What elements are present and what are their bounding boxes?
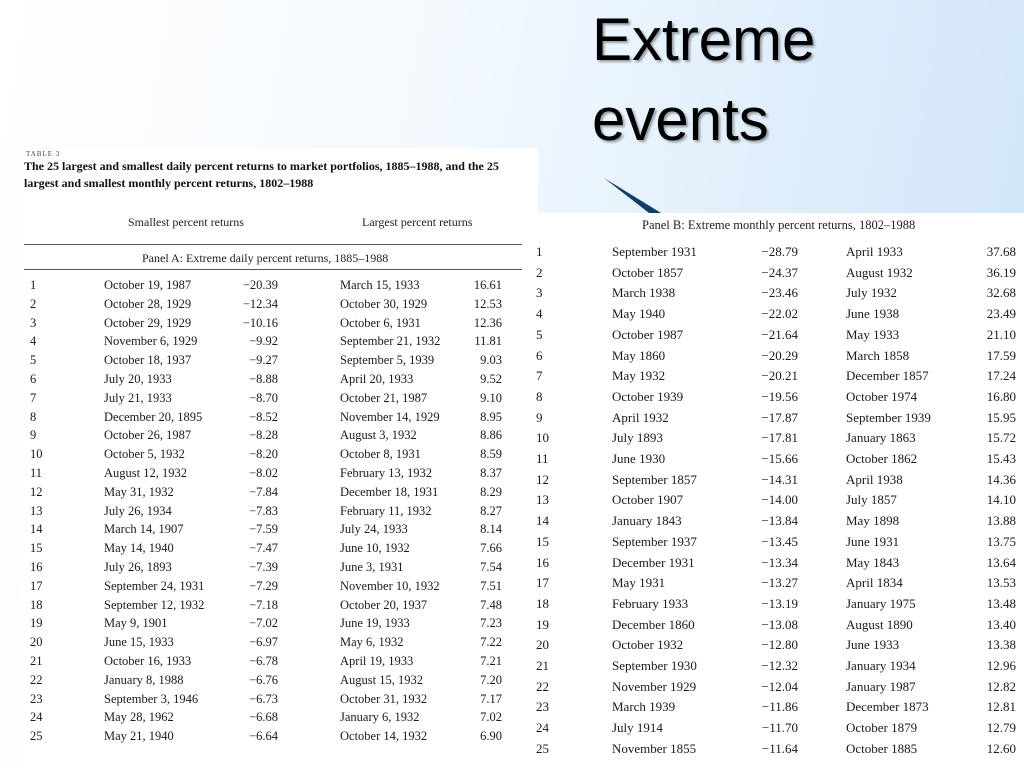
smallest-date-cell: October 29, 1929 <box>104 315 192 330</box>
largest-date-cell: January 1987 <box>846 678 916 694</box>
largest-date-cell: October 1974 <box>846 388 918 404</box>
largest-value-cell: 14.36 <box>986 471 1016 487</box>
smallest-date-cell: October 19, 1987 <box>104 278 192 292</box>
panel-b-heading: Panel B: Extreme monthly percent returns, 1802–1988 <box>642 218 916 232</box>
largest-value-cell: 7.23 <box>480 616 502 631</box>
largest-date-cell: January 1863 <box>846 430 916 446</box>
smallest-date-cell: July 20, 1933 <box>104 372 172 386</box>
largest-date-cell: July 1932 <box>846 285 897 301</box>
rank-cell: 3 <box>536 285 543 301</box>
table-label: TABLE 3 <box>26 150 61 158</box>
smallest-date-cell: February 1933 <box>612 595 689 611</box>
smallest-date-cell: October 5, 1932 <box>104 447 185 462</box>
smallest-date-cell: November 1855 <box>612 740 697 756</box>
smallest-date-cell: October 18, 1937 <box>104 353 192 368</box>
largest-date-cell: April 1933 <box>846 244 903 259</box>
largest-value-cell: 8.14 <box>480 522 502 537</box>
rank-cell: 21 <box>30 654 43 668</box>
rank-cell: 22 <box>30 672 43 687</box>
smallest-value-cell: −20.39 <box>242 278 278 292</box>
smallest-value-cell: −19.56 <box>761 388 798 404</box>
largest-value-cell: 12.81 <box>986 699 1016 715</box>
rank-cell: 12 <box>536 471 549 487</box>
largest-date-cell: December 1857 <box>846 368 929 384</box>
rank-cell: 22 <box>536 678 549 694</box>
largest-value-cell: 9.52 <box>480 372 502 386</box>
panel-a-heading: Panel A: Extreme daily percent returns, 1885–1988 <box>142 251 389 265</box>
smallest-date-cell: September 1937 <box>612 533 697 549</box>
smallest-date-cell: October 26, 1987 <box>104 428 192 443</box>
largest-value-cell: 7.20 <box>480 672 502 687</box>
largest-value-cell: 13.40 <box>986 616 1016 632</box>
largest-value-cell: 13.53 <box>986 575 1016 591</box>
rank-cell: 24 <box>30 710 43 725</box>
largest-value-cell: 7.17 <box>480 691 502 706</box>
largest-date-cell: June 3, 1931 <box>340 560 404 574</box>
largest-value-cell: 13.88 <box>986 513 1016 529</box>
smallest-date-cell: December 20, 1895 <box>104 409 203 424</box>
slide-title: Extreme events <box>592 6 816 153</box>
largest-date-cell: May 6, 1932 <box>340 635 404 650</box>
largest-value-cell: 7.21 <box>480 654 502 668</box>
largest-date-cell: January 6, 1932 <box>340 710 420 725</box>
largest-value-cell: 6.90 <box>480 729 502 744</box>
smallest-date-cell: March 1939 <box>612 699 676 715</box>
smallest-value-cell: −17.87 <box>761 409 798 425</box>
smallest-value-cell: −8.02 <box>249 466 278 480</box>
rank-cell: 8 <box>30 409 37 424</box>
largest-date-cell: December 1873 <box>846 699 929 715</box>
smallest-value-cell: −10.16 <box>242 315 278 330</box>
smallest-value-cell: −17.81 <box>761 430 798 446</box>
smallest-date-cell: September 1930 <box>612 658 697 673</box>
table-caption: The 25 largest and smallest daily percent returns to market portfolios, 1885–1988, and the 25 largest and smallest monthly percent returns, 1802–1988 <box>24 159 499 190</box>
rank-cell: 19 <box>30 616 43 631</box>
largest-value-cell: 11.81 <box>474 334 502 349</box>
largest-value-cell: 13.64 <box>986 554 1016 570</box>
smallest-date-cell: October 16, 1933 <box>104 654 192 668</box>
largest-value-cell: 36.19 <box>986 264 1016 280</box>
smallest-date-cell: January 1843 <box>612 513 682 529</box>
rank-cell: 4 <box>30 334 37 349</box>
largest-date-cell: October 1862 <box>846 451 918 466</box>
largest-date-cell: September 21, 1932 <box>340 334 441 349</box>
rank-cell: 6 <box>30 372 37 386</box>
divider <box>24 269 522 270</box>
largest-value-cell: 12.82 <box>986 678 1016 694</box>
largest-value-cell: 15.95 <box>986 409 1016 425</box>
smallest-date-cell: October 28, 1929 <box>104 296 192 311</box>
smallest-date-cell: May 14, 1940 <box>104 541 174 556</box>
smallest-date-cell: May 1940 <box>612 306 666 322</box>
smallest-value-cell: −7.84 <box>249 484 278 499</box>
largest-date-cell: August 15, 1932 <box>340 672 423 687</box>
largest-value-cell: 8.59 <box>480 447 502 462</box>
largest-date-cell: April 1834 <box>846 575 903 591</box>
rank-cell: 11 <box>536 451 549 466</box>
col-smallest-heading: Smallest percent returns <box>128 215 244 229</box>
smallest-date-cell: November 6, 1929 <box>104 334 198 349</box>
largest-value-cell: 23.49 <box>986 306 1016 322</box>
smallest-date-cell: May 28, 1962 <box>104 710 174 725</box>
smallest-date-cell: May 1931 <box>612 575 666 591</box>
rank-cell: 5 <box>30 353 37 368</box>
rank-cell: 13 <box>30 503 43 518</box>
largest-value-cell: 13.38 <box>986 637 1016 653</box>
smallest-value-cell: −12.80 <box>761 637 798 653</box>
largest-date-cell: January 1975 <box>846 595 916 611</box>
largest-date-cell: October 6, 1931 <box>340 315 421 330</box>
smallest-value-cell: −7.47 <box>249 541 278 556</box>
largest-value-cell: 8.27 <box>480 503 502 518</box>
smallest-value-cell: −14.00 <box>761 492 798 508</box>
largest-date-cell: January 1934 <box>846 658 916 673</box>
largest-value-cell: 7.54 <box>480 560 502 574</box>
smallest-value-cell: −12.32 <box>761 658 798 673</box>
largest-value-cell: 12.53 <box>473 296 502 311</box>
largest-date-cell: June 10, 1932 <box>340 541 410 556</box>
rank-cell: 14 <box>30 522 43 537</box>
largest-value-cell: 7.22 <box>480 635 502 650</box>
rank-cell: 18 <box>536 595 549 611</box>
smallest-value-cell: −11.70 <box>761 720 798 736</box>
rank-cell: 6 <box>536 347 543 363</box>
smallest-value-cell: −21.64 <box>761 326 798 342</box>
smallest-date-cell: April 1932 <box>612 409 669 425</box>
rank-cell: 15 <box>30 541 43 556</box>
rank-cell: 17 <box>536 575 549 591</box>
largest-value-cell: 8.86 <box>480 428 502 443</box>
smallest-value-cell: −11.86 <box>761 699 798 715</box>
largest-date-cell: September 1939 <box>846 409 931 425</box>
largest-value-cell: 12.79 <box>986 720 1016 736</box>
smallest-value-cell: −7.02 <box>249 616 278 631</box>
smallest-value-cell: −6.64 <box>249 729 278 744</box>
smallest-value-cell: −13.34 <box>761 554 798 570</box>
smallest-value-cell: −28.79 <box>761 244 798 259</box>
largest-date-cell: May 1933 <box>846 326 900 342</box>
largest-date-cell: November 10, 1932 <box>340 578 440 593</box>
rank-cell: 17 <box>30 578 43 593</box>
largest-date-cell: June 1938 <box>846 306 900 322</box>
smallest-date-cell: December 1931 <box>612 554 695 570</box>
smallest-date-cell: July 26, 1934 <box>104 503 172 518</box>
smallest-value-cell: −7.39 <box>249 560 278 574</box>
largest-date-cell: October 1885 <box>846 740 918 756</box>
smallest-value-cell: −8.88 <box>249 372 278 386</box>
rank-cell: 9 <box>30 428 37 443</box>
largest-value-cell: 9.10 <box>480 390 502 405</box>
smallest-value-cell: −8.70 <box>249 390 278 405</box>
smallest-date-cell: October 1907 <box>612 492 684 508</box>
smallest-date-cell: May 31, 1932 <box>104 484 174 499</box>
rank-cell: 11 <box>30 466 43 480</box>
largest-value-cell: 9.03 <box>480 353 502 368</box>
col-largest-heading: Largest percent returns <box>362 215 473 229</box>
rank-cell: 8 <box>536 388 543 404</box>
largest-date-cell: April 20, 1933 <box>340 372 414 386</box>
smallest-value-cell: −8.52 <box>249 409 278 424</box>
rank-cell: 15 <box>536 533 549 549</box>
largest-value-cell: 8.95 <box>480 409 502 424</box>
largest-value-cell: 21.10 <box>986 326 1016 342</box>
rank-cell: 25 <box>30 729 43 744</box>
largest-value-cell: 8.37 <box>480 466 502 480</box>
largest-date-cell: November 14, 1929 <box>340 409 440 424</box>
smallest-value-cell: −11.64 <box>761 740 798 756</box>
largest-date-cell: October 20, 1937 <box>340 597 428 612</box>
largest-value-cell: 12.36 <box>473 315 502 330</box>
largest-date-cell: April 1938 <box>846 471 903 487</box>
smallest-date-cell: July 21, 1933 <box>104 390 172 405</box>
smallest-date-cell: October 1939 <box>612 388 684 404</box>
rank-cell: 13 <box>536 492 549 508</box>
smallest-value-cell: −7.18 <box>249 597 278 612</box>
smallest-value-cell: −7.83 <box>249 503 278 518</box>
smallest-date-cell: September 1931 <box>612 244 697 259</box>
largest-date-cell: June 19, 1933 <box>340 616 410 631</box>
smallest-value-cell: −9.27 <box>249 353 278 368</box>
smallest-date-cell: May 1860 <box>612 347 666 363</box>
largest-date-cell: April 19, 1933 <box>340 654 414 668</box>
smallest-value-cell: −14.31 <box>761 471 798 487</box>
rank-cell: 19 <box>536 616 549 632</box>
largest-value-cell: 12.96 <box>986 658 1016 673</box>
smallest-value-cell: −6.78 <box>249 654 278 668</box>
smallest-value-cell: −20.21 <box>761 368 798 384</box>
rank-cell: 2 <box>536 264 543 280</box>
largest-value-cell: 17.59 <box>986 347 1016 363</box>
rank-cell: 20 <box>536 637 549 653</box>
smallest-value-cell: −6.68 <box>249 710 278 725</box>
largest-date-cell: December 18, 1931 <box>340 484 439 499</box>
smallest-value-cell: −22.02 <box>761 306 798 322</box>
smallest-date-cell: May 1932 <box>612 368 666 384</box>
smallest-date-cell: March 1938 <box>612 285 676 301</box>
largest-date-cell: May 1843 <box>846 554 900 570</box>
smallest-date-cell: July 1893 <box>612 430 663 446</box>
smallest-date-cell: September 24, 1931 <box>104 578 205 593</box>
largest-date-cell: June 1931 <box>846 533 900 549</box>
largest-date-cell: June 1933 <box>846 637 900 653</box>
largest-date-cell: March 15, 1933 <box>340 278 420 292</box>
rank-cell: 1 <box>536 244 543 259</box>
largest-date-cell: October 21, 1987 <box>340 390 428 405</box>
largest-value-cell: 14.10 <box>986 492 1016 508</box>
smallest-value-cell: −9.92 <box>249 334 278 349</box>
rank-cell: 10 <box>30 447 43 462</box>
rank-cell: 18 <box>30 597 43 612</box>
largest-date-cell: October 31, 1932 <box>340 691 428 706</box>
rank-cell: 9 <box>536 409 543 425</box>
largest-value-cell: 7.48 <box>480 597 502 612</box>
smallest-value-cell: −23.46 <box>761 285 798 301</box>
smallest-date-cell: June 15, 1933 <box>104 635 174 650</box>
rank-cell: 7 <box>30 390 37 405</box>
largest-date-cell: August 3, 1932 <box>340 428 417 443</box>
largest-value-cell: 7.02 <box>480 710 502 725</box>
smallest-value-cell: −6.97 <box>249 635 278 650</box>
rank-cell: 4 <box>536 306 543 322</box>
largest-date-cell: July 1857 <box>846 492 897 508</box>
smallest-date-cell: January 8, 1988 <box>104 672 184 687</box>
rank-cell: 16 <box>536 554 549 570</box>
rank-cell: 21 <box>536 658 549 673</box>
rank-cell: 14 <box>536 513 549 529</box>
smallest-value-cell: −24.37 <box>761 264 798 280</box>
largest-value-cell: 37.68 <box>986 244 1016 259</box>
largest-date-cell: August 1932 <box>846 264 913 280</box>
smallest-date-cell: March 14, 1907 <box>104 522 184 537</box>
largest-date-cell: February 11, 1932 <box>340 503 432 518</box>
rank-cell: 7 <box>536 368 543 384</box>
smallest-value-cell: −7.29 <box>249 578 278 593</box>
rank-cell: 25 <box>536 740 549 756</box>
largest-date-cell: March 1858 <box>846 347 910 363</box>
smallest-value-cell: −8.20 <box>249 447 278 462</box>
largest-date-cell: October 8, 1931 <box>340 447 421 462</box>
smallest-date-cell: July 26, 1893 <box>104 560 172 574</box>
smallest-date-cell: June 1930 <box>612 451 666 466</box>
rank-cell: 12 <box>30 484 43 499</box>
smallest-value-cell: −7.59 <box>249 522 278 537</box>
rank-cell: 2 <box>30 296 37 311</box>
smallest-date-cell: December 1860 <box>612 616 695 632</box>
largest-value-cell: 7.66 <box>480 541 502 556</box>
smallest-value-cell: −12.34 <box>242 296 278 311</box>
panel-b-table-image <box>530 213 1024 768</box>
largest-value-cell: 15.43 <box>986 451 1016 466</box>
rank-cell: 5 <box>536 326 543 342</box>
smallest-date-cell: November 1929 <box>612 678 697 694</box>
smallest-value-cell: −6.76 <box>249 672 278 687</box>
largest-value-cell: 16.61 <box>473 278 502 292</box>
smallest-date-cell: August 12, 1932 <box>104 466 187 480</box>
largest-value-cell: 15.72 <box>986 430 1016 446</box>
smallest-date-cell: September 12, 1932 <box>104 597 205 612</box>
rank-cell: 23 <box>536 699 549 715</box>
smallest-date-cell: July 1914 <box>612 720 663 736</box>
smallest-value-cell: −15.66 <box>761 451 798 466</box>
largest-value-cell: 12.60 <box>986 740 1016 756</box>
smallest-value-cell: −13.27 <box>761 575 798 591</box>
rank-cell: 24 <box>536 720 549 736</box>
divider <box>24 244 522 245</box>
rank-cell: 23 <box>30 691 43 706</box>
largest-value-cell: 7.51 <box>480 578 502 593</box>
rank-cell: 10 <box>536 430 549 446</box>
smallest-date-cell: October 1857 <box>612 264 684 280</box>
smallest-value-cell: −13.84 <box>761 513 798 529</box>
largest-value-cell: 13.48 <box>986 595 1016 611</box>
rank-cell: 16 <box>30 560 43 574</box>
smallest-value-cell: −8.28 <box>249 428 278 443</box>
largest-value-cell: 16.80 <box>986 388 1016 404</box>
smallest-date-cell: October 1932 <box>612 637 684 653</box>
largest-value-cell: 13.75 <box>986 533 1016 549</box>
smallest-date-cell: September 3, 1946 <box>104 691 199 706</box>
largest-date-cell: September 5, 1939 <box>340 353 435 368</box>
smallest-date-cell: May 21, 1940 <box>104 729 174 744</box>
largest-date-cell: August 1890 <box>846 616 913 632</box>
largest-date-cell: October 30, 1929 <box>340 296 428 311</box>
rank-cell: 3 <box>30 315 37 330</box>
smallest-value-cell: −12.04 <box>761 678 798 694</box>
smallest-value-cell: −13.45 <box>761 533 798 549</box>
smallest-date-cell: October 1987 <box>612 326 684 342</box>
rank-cell: 1 <box>30 278 37 292</box>
smallest-value-cell: −13.08 <box>761 616 798 632</box>
panel-a-table-image <box>22 148 538 768</box>
largest-date-cell: October 14, 1932 <box>340 729 428 744</box>
largest-date-cell: February 13, 1932 <box>340 466 432 480</box>
smallest-value-cell: −6.73 <box>249 691 278 706</box>
largest-date-cell: July 24, 1933 <box>340 522 408 537</box>
largest-date-cell: May 1898 <box>846 513 900 529</box>
smallest-value-cell: −13.19 <box>761 595 798 611</box>
largest-value-cell: 8.29 <box>480 484 502 499</box>
smallest-value-cell: −20.29 <box>761 347 798 363</box>
largest-value-cell: 17.24 <box>986 368 1016 384</box>
largest-value-cell: 32.68 <box>986 285 1016 301</box>
smallest-date-cell: May 9, 1901 <box>104 616 168 631</box>
smallest-date-cell: September 1857 <box>612 471 697 487</box>
rank-cell: 20 <box>30 635 43 650</box>
largest-date-cell: October 1879 <box>846 720 918 736</box>
